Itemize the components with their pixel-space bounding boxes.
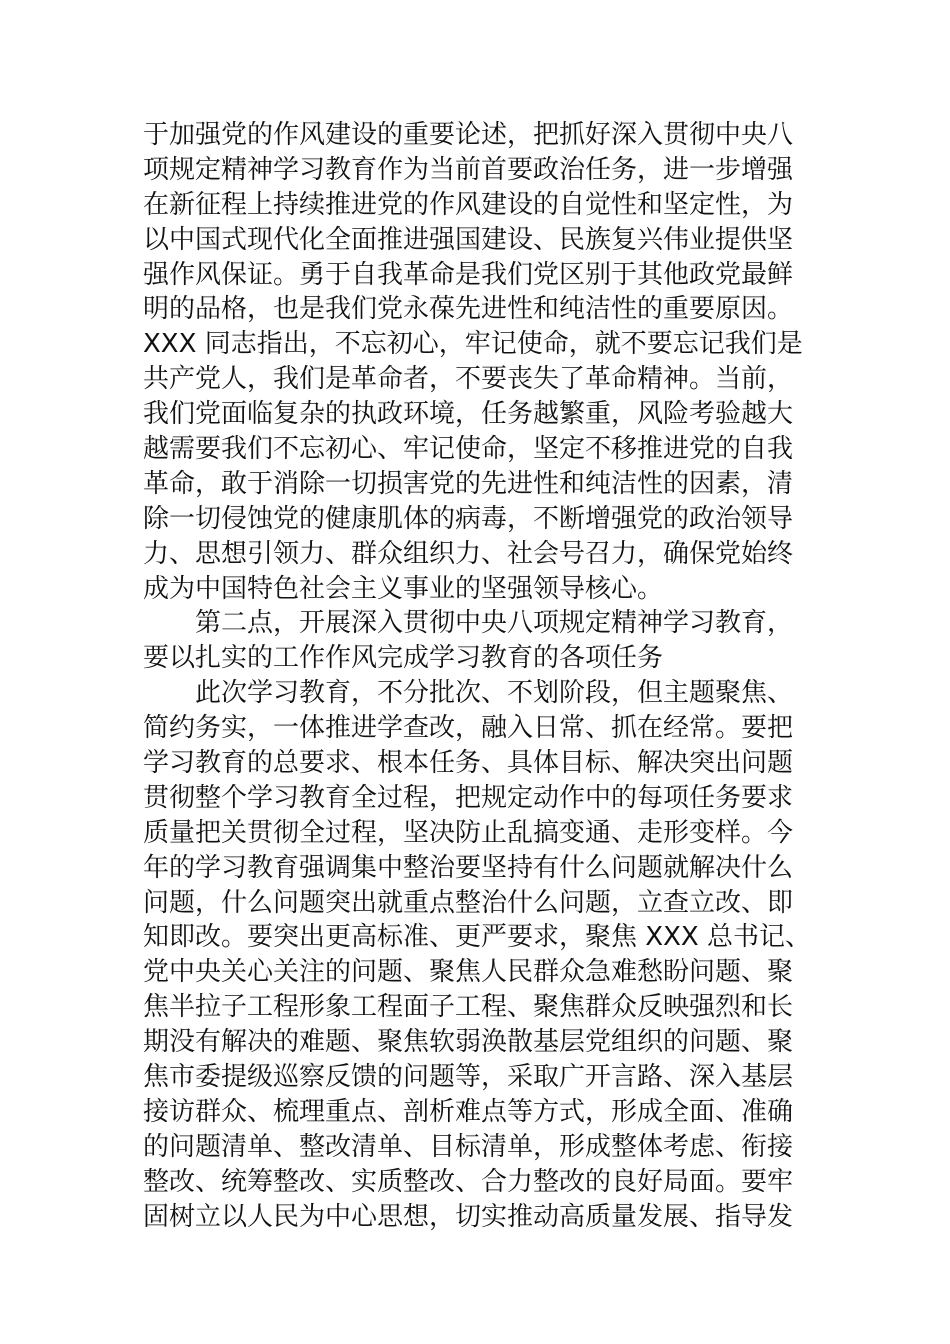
text-line: 此次学习教育，不分批次、不划阶段，但主题聚焦、: [195, 678, 794, 709]
text-line: 焦市委提级巡察反馈的问题等，采取广开言路、深入基层: [143, 1062, 794, 1093]
text-line: 固树立以人民为中心思想，切实推动高质量发展、指导发: [143, 1201, 794, 1232]
text-line: 于加强党的作风建设的重要论述，把抓好深入贯彻中央八: [143, 120, 794, 150]
paragraph: [143, 676, 813, 1234]
text-line: 贯彻整个学习教育全过程，把规定动作中的每项任务要求: [143, 782, 794, 813]
text-line: 越需要我们不忘初心、牢记使命，坚定不移推进党的自我: [143, 434, 794, 465]
text-line: 知即改。要突出更高标准、更严要求，聚焦 XXX 总书记、: [143, 922, 811, 953]
text-line: 学习教育的总要求、根本任务、具体目标、解决突出问题: [143, 748, 794, 779]
text-line: 要以扎实的工作作风完成学习教育的各项任务: [143, 643, 664, 674]
text-line: XXX 同志指出，不忘初心，牢记使命，就不要忘记我们是: [143, 329, 803, 360]
text-line: 在新征程上持续推进党的作风建设的自觉性和坚定性，为: [143, 189, 794, 220]
text-line: 明的品格，也是我们党永葆先进性和纯洁性的重要原因。: [143, 294, 794, 325]
text-line: 质量把关贯彻全过程，坚决防止乱搞变通、走形变样。今: [143, 817, 794, 848]
text-line: 问题，什么问题突出就重点整治什么问题，立查立改、即: [143, 887, 794, 918]
text-line: 年的学习教育强调集中整治要坚持有什么问题就解决什么: [143, 852, 794, 883]
text-line: 共产党人，我们是革命者，不要丧失了革命精神。当前，: [143, 364, 794, 395]
text-line: 期没有解决的难题、聚焦软弱涣散基层党组织的问题、聚: [143, 1027, 794, 1058]
text-line: 第二点，开展深入贯彻中央八项规定精神学习教育，: [195, 608, 794, 639]
text-line: 力、思想引领力、群众组织力、社会号召力，确保党始终: [143, 538, 794, 569]
text-line: 成为中国特色社会主义事业的坚强领导核心。: [143, 573, 664, 604]
text-line: 我们党面临复杂的执政环境，任务越繁重，风险考验越大: [143, 399, 794, 430]
text-line: 简约务实，一体推进学查改，融入日常、抓在经常。要把: [143, 713, 794, 744]
paragraph: [143, 118, 813, 606]
text-line: 的问题清单、整改清单、目标清单，形成整体考虑、衔接: [143, 1131, 794, 1162]
text-line: 强作风保证。勇于自我革命是我们党区别于其他政党最鲜: [143, 259, 794, 290]
text-line: 整改、统筹整改、实质整改、合力整改的良好局面。要牢: [143, 1166, 794, 1197]
text-line: 接访群众、梳理重点、剖析难点等方式，形成全面、准确: [143, 1096, 794, 1127]
text-line: 焦半拉子工程形象工程面子工程、聚焦群众反映强烈和长: [143, 992, 794, 1023]
paragraph: [143, 606, 813, 676]
text-line: 以中国式现代化全面推进强国建设、民族复兴伟业提供坚: [143, 224, 794, 255]
text-line: 除一切侵蚀党的健康肌体的病毒，不断增强党的政治领导: [143, 503, 794, 534]
document-body: [143, 118, 813, 1235]
text-line: 党中央关心关注的问题、聚焦人民群众急难愁盼问题、聚: [143, 957, 794, 988]
text-line: 革命，敢于消除一切损害党的先进性和纯洁性的因素，清: [143, 468, 794, 499]
text-line: 项规定精神学习教育作为当前首要政治任务，进一步增强: [143, 154, 794, 185]
